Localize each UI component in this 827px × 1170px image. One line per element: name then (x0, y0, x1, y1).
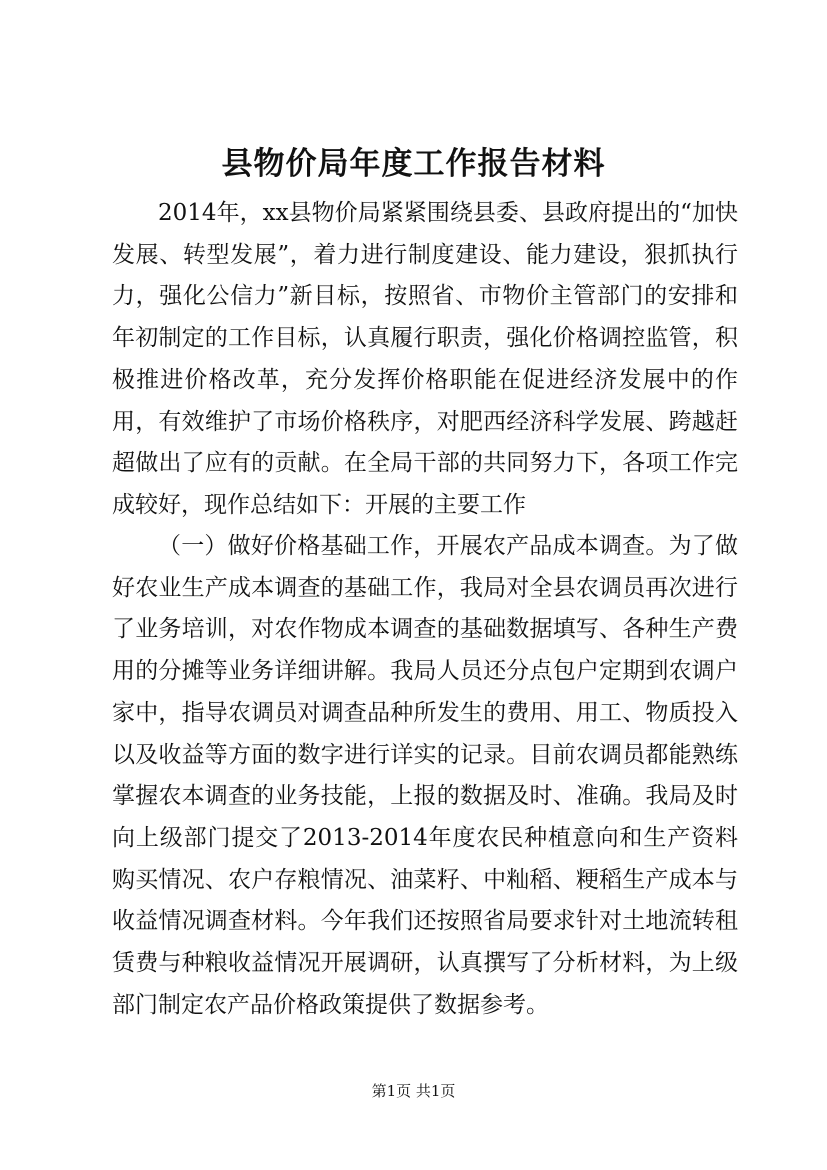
document-title: 县物价局年度工作报告材料 (221, 146, 606, 182)
paragraph-intro: 2014年，xx县物价局紧紧围绕县委、县政府提出的“加快发展、转型发展”，着力进行制度建设、能力建设，狠抓执行力，强化公信力”新目标，按照省、市物价主管部门的安排和年初制定的工作目标，认真履行职责，强化价格调控监管，积极推进价格改革，充分发挥价格职能在促进经济发展中的作用，有效维护了市场价格秩序，对肥西经济科学发展、跨越赶超做出了应有的贡献。在全局干部的共同努力下，各项工作完成较好，现作总结如下：开展的主要工作 (112, 200, 738, 518)
paragraph-section-one: （一）做好价格基础工作，开展农产品成本调查。为了做好农业生产成本调查的基础工作，我局对全县农调员再次进行了业务培训，对农作物成本调查的基础数据填写、各种生产费用的分摊等业务详细讲解。我局人员还分点包户定期到农调户家中，指导农调员对调查品种所发生的费用、用工、物质投入以及收益等方面的数字进行详实的记录。目前农调员都能熟练掌握农本调查的业务技能，上报的数据及时、准确。我局及时向上级部门提交了2013-2014年度农民种植意向和生产资料购买情况、农户存粮情况、油菜籽、中籼稻、粳稻生产成本与收益情况调查材料。今年我们还按照省局要求针对土地流转租赁费与种粮收益情况开展调研，认真撰写了分析材料，为上级部门制定农产品价格政策提供了数据参考。 (112, 533, 738, 1018)
page-footer: 第1页 共1页 (371, 1082, 456, 1100)
